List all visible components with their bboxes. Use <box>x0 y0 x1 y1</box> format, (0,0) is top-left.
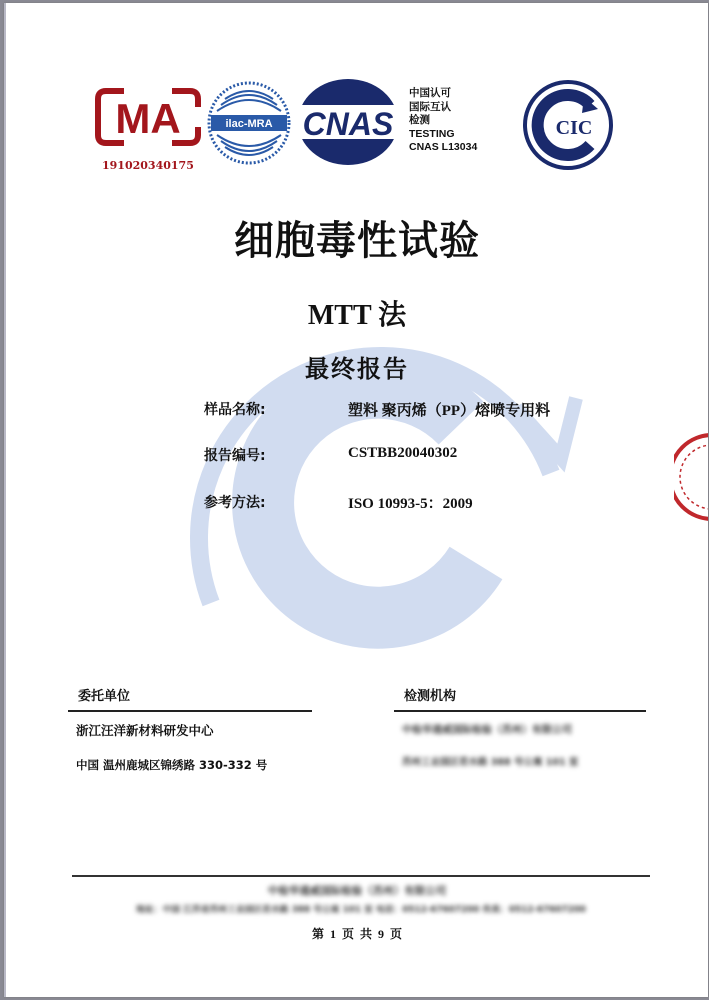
cnas-accreditation-number: CNAS L13034 <box>409 141 478 153</box>
lab-heading: 检测机构 <box>404 689 457 704</box>
lab-name-redacted: 中检华通威国际检验（苏州）有限公司 <box>402 725 572 736</box>
lab-section <box>394 685 646 768</box>
ilac-mra-logo-icon <box>207 81 291 165</box>
accreditation-logos <box>6 3 708 193</box>
cnas-caption-line: 中国认可 <box>409 87 451 99</box>
svg-text:CIC: CIC <box>555 117 593 139</box>
footer-contact-redacted: 地址：中国 江苏省苏州工业园区若水路 388 号公寓 101 室 电话：0512-67607200 传真：0512-67607200 <box>136 905 586 915</box>
cnas-caption-line: 检测 <box>409 114 430 126</box>
svg-text:ilac-MRA: ilac-MRA <box>225 118 273 130</box>
report-type: 最终报告 <box>305 355 409 383</box>
red-seal-stamp-icon <box>674 431 708 523</box>
footer-divider <box>72 875 650 877</box>
cnas-caption-line: TESTING <box>409 127 455 140</box>
footer-company-redacted: 中检华通威国际检验（苏州）有限公司 <box>267 885 447 897</box>
cic-logo-icon <box>522 79 614 171</box>
info-label: 样品名称: <box>204 402 266 418</box>
svg-text:MA: MA <box>115 95 181 142</box>
client-name: 浙江汪洋新材料研发中心 <box>76 723 214 738</box>
svg-text:CNAS: CNAS <box>302 106 394 142</box>
divider <box>68 710 312 712</box>
client-heading: 委托单位 <box>78 689 131 704</box>
client-address: 中国 温州鹿城区锦绣路 330-332 号 <box>76 758 268 772</box>
lab-address-redacted: 苏州工业园区若水路 388 号公寓 101 室 <box>402 757 579 768</box>
cnas-caption <box>409 87 477 155</box>
divider <box>394 710 646 712</box>
info-value: 塑料 聚丙烯（PP）熔喷专用料 <box>348 403 551 419</box>
cnas-caption-line: 国际互认 <box>409 100 451 113</box>
test-method: MTT 法 <box>307 300 407 331</box>
cnas-logo-icon <box>296 77 400 167</box>
report-page <box>4 3 708 997</box>
info-label: 参考方法: <box>204 495 266 511</box>
info-label: 报告编号: <box>204 448 266 464</box>
report-title: 细胞毒性试验 <box>234 218 480 264</box>
info-value: ISO 10993-5：2009 <box>348 496 473 512</box>
client-section <box>68 685 312 773</box>
cma-certificate-number: 191020340175 <box>102 159 194 172</box>
page-number: 第 1 页 共 9 页 <box>311 927 402 941</box>
cma-logo-icon <box>94 87 202 147</box>
info-value: CSTBB20040302 <box>348 445 458 461</box>
